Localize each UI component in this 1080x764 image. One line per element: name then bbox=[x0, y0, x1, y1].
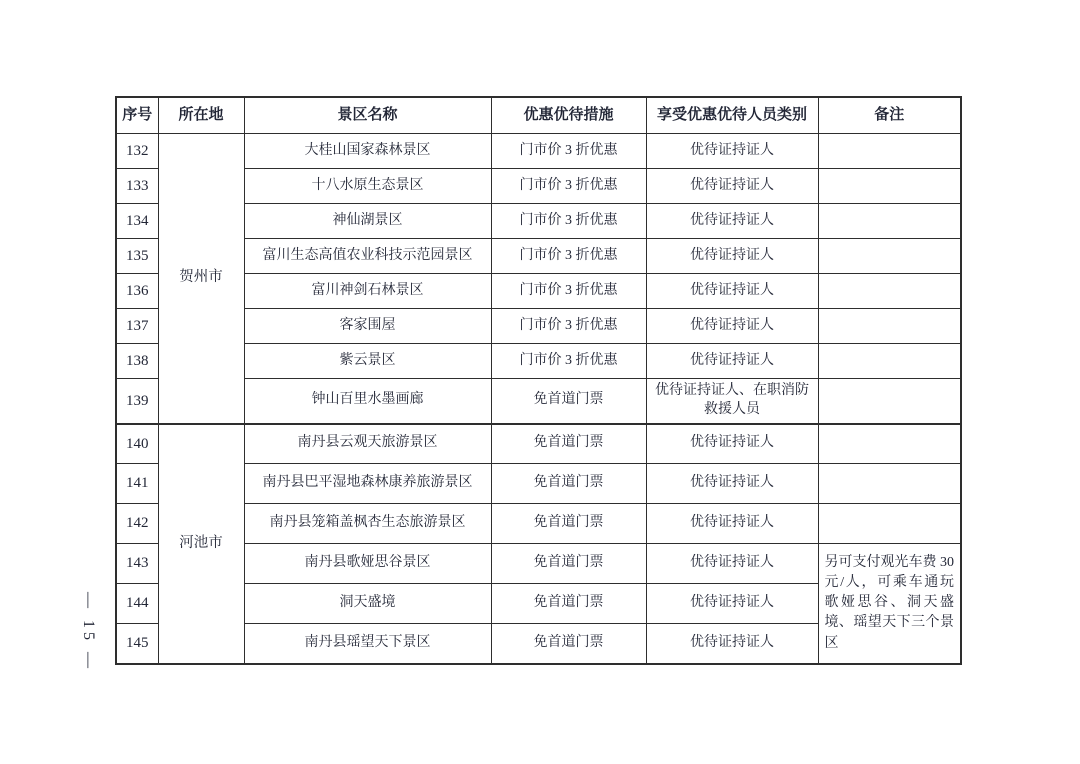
scenic-name-cell: 南丹县笼箱盖枫杏生态旅游景区 bbox=[244, 504, 491, 544]
serial-cell: 135 bbox=[116, 239, 158, 274]
col-header-scenic-name: 景区名称 bbox=[244, 97, 491, 134]
scenic-name-cell: 客家围屋 bbox=[244, 309, 491, 344]
eligible-cell: 优待证持证人 bbox=[646, 544, 818, 584]
scenic-name-cell: 钟山百里水墨画廊 bbox=[244, 379, 491, 424]
remark-cell bbox=[818, 239, 961, 274]
eligible-cell: 优待证持证人 bbox=[646, 344, 818, 379]
table-row bbox=[116, 134, 961, 169]
offer-cell: 免首道门票 bbox=[491, 504, 646, 544]
serial-cell: 134 bbox=[116, 204, 158, 239]
remark-cell bbox=[818, 169, 961, 204]
remark-cell bbox=[818, 134, 961, 169]
serial-cell: 142 bbox=[116, 504, 158, 544]
serial-cell: 132 bbox=[116, 134, 158, 169]
serial-cell: 141 bbox=[116, 464, 158, 504]
col-header-remark: 备注 bbox=[818, 97, 961, 134]
remark-cell bbox=[818, 379, 961, 424]
eligible-cell: 优待证持证人 bbox=[646, 504, 818, 544]
col-header-offer: 优惠优待措施 bbox=[491, 97, 646, 134]
scenic-name-cell: 十八水原生态景区 bbox=[244, 169, 491, 204]
serial-cell: 138 bbox=[116, 344, 158, 379]
serial-cell: 144 bbox=[116, 584, 158, 624]
offer-cell: 门市价 3 折优惠 bbox=[491, 134, 646, 169]
offer-cell: 门市价 3 折优惠 bbox=[491, 239, 646, 274]
eligible-cell: 优待证持证人 bbox=[646, 134, 818, 169]
offer-cell: 免首道门票 bbox=[491, 544, 646, 584]
offer-cell: 门市价 3 折优惠 bbox=[491, 169, 646, 204]
scenic-area-discount-table bbox=[115, 96, 962, 665]
serial-cell: 143 bbox=[116, 544, 158, 584]
offer-cell: 免首道门票 bbox=[491, 379, 646, 424]
scenic-name-cell: 南丹县巴平湿地森林康养旅游景区 bbox=[244, 464, 491, 504]
serial-cell: 136 bbox=[116, 274, 158, 309]
offer-cell: 免首道门票 bbox=[491, 624, 646, 664]
offer-cell: 免首道门票 bbox=[491, 464, 646, 504]
serial-cell: 145 bbox=[116, 624, 158, 664]
eligible-cell: 优待证持证人、在职消防救援人员 bbox=[646, 379, 818, 424]
remark-cell-merged: 另可支付观光车费 30 元/人，可乘车通玩歌娅思谷、洞天盛境、瑶望天下三个景区 bbox=[818, 544, 961, 664]
location-cell-hezhou: 贺州市 bbox=[158, 134, 244, 424]
offer-cell: 门市价 3 折优惠 bbox=[491, 309, 646, 344]
remark-cell bbox=[818, 504, 961, 544]
offer-cell: 门市价 3 折优惠 bbox=[491, 274, 646, 309]
serial-cell: 133 bbox=[116, 169, 158, 204]
col-header-serial: 序号 bbox=[116, 97, 158, 134]
scenic-name-cell: 富川生态高值农业科技示范园景区 bbox=[244, 239, 491, 274]
serial-cell: 139 bbox=[116, 379, 158, 424]
eligible-cell: 优待证持证人 bbox=[646, 464, 818, 504]
scenic-name-cell: 南丹县歌娅思谷景区 bbox=[244, 544, 491, 584]
eligible-cell: 优待证持证人 bbox=[646, 424, 818, 464]
remark-cell bbox=[818, 464, 961, 504]
scenic-name-cell: 富川神剑石林景区 bbox=[244, 274, 491, 309]
scenic-name-cell: 大桂山国家森林景区 bbox=[244, 134, 491, 169]
page-margin-number: — 15 — bbox=[80, 592, 97, 672]
eligible-cell: 优待证持证人 bbox=[646, 169, 818, 204]
col-header-location: 所在地 bbox=[158, 97, 244, 134]
serial-cell: 140 bbox=[116, 424, 158, 464]
remark-cell bbox=[818, 344, 961, 379]
offer-cell: 免首道门票 bbox=[491, 424, 646, 464]
eligible-cell: 优待证持证人 bbox=[646, 274, 818, 309]
eligible-cell: 优待证持证人 bbox=[646, 239, 818, 274]
location-cell-hechi: 河池市 bbox=[158, 424, 244, 664]
eligible-cell: 优待证持证人 bbox=[646, 584, 818, 624]
header-row bbox=[116, 97, 961, 134]
col-header-eligible: 享受优惠优待人员类别 bbox=[646, 97, 818, 134]
scenic-name-cell: 洞天盛境 bbox=[244, 584, 491, 624]
remark-cell bbox=[818, 274, 961, 309]
offer-cell: 免首道门票 bbox=[491, 584, 646, 624]
serial-cell: 137 bbox=[116, 309, 158, 344]
scenic-name-cell: 紫云景区 bbox=[244, 344, 491, 379]
remark-cell bbox=[818, 204, 961, 239]
offer-cell: 门市价 3 折优惠 bbox=[491, 204, 646, 239]
eligible-cell: 优待证持证人 bbox=[646, 204, 818, 239]
offer-cell: 门市价 3 折优惠 bbox=[491, 344, 646, 379]
eligible-cell: 优待证持证人 bbox=[646, 309, 818, 344]
scenic-name-cell: 南丹县云观天旅游景区 bbox=[244, 424, 491, 464]
remark-cell bbox=[818, 309, 961, 344]
scenic-name-cell: 南丹县瑶望天下景区 bbox=[244, 624, 491, 664]
table-row bbox=[116, 424, 961, 464]
eligible-cell: 优待证持证人 bbox=[646, 624, 818, 664]
scenic-name-cell: 神仙湖景区 bbox=[244, 204, 491, 239]
remark-cell bbox=[818, 424, 961, 464]
